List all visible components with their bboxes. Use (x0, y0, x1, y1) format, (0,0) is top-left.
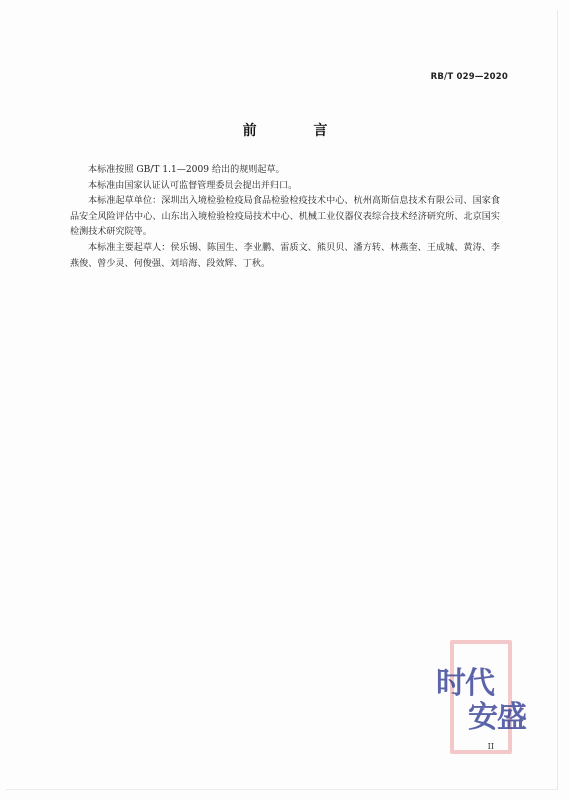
paragraph-drafting-rules: 本标准按照 GB/T 1.1—2009 给出的规则起草。 (88, 165, 285, 175)
watermark-text-line1: 时代 (436, 666, 494, 701)
foreword-body (70, 163, 500, 272)
watermark-logo (432, 640, 542, 758)
paragraph-drafting-units: 本标准起草单位：深圳出入境检验检疫局食品检验检疫技术中心、杭州高斯信息技术有限公司、国家食品安全风险评估中心、山东出入境检验检疫局技术中心、机械工业仪器仪表综合技术经济研究所、北京国实检测技术研究院等。 (70, 196, 500, 238)
paragraph-drafters: 本标准主要起草人：侯乐锡、陈国生、李业鹏、雷质文、熊贝贝、潘方转、林燕奎、王成城、黄涛、李燕俊、曾少灵、何俊强、刘培海、段效辉、丁秋。 (70, 242, 500, 269)
document-code: RB/T 029—2020 (430, 72, 508, 82)
section-title: 前 言 (242, 123, 354, 139)
watermark-text-line2: 安盛 (468, 700, 526, 735)
page-number: II (487, 742, 494, 751)
paragraph-proposer: 本标准由国家认证认可监督管理委员会提出并归口。 (88, 180, 298, 191)
